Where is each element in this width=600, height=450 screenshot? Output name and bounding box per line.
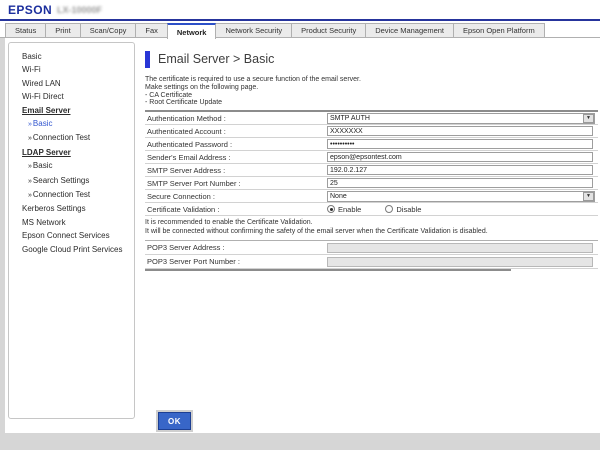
tab-device-management[interactable]: Device Management bbox=[365, 23, 454, 38]
select-value: None bbox=[330, 192, 347, 200]
chevron-down-icon[interactable]: ▼ bbox=[583, 114, 594, 123]
smtp-server-port-input[interactable] bbox=[327, 178, 593, 188]
authenticated-account-input[interactable] bbox=[327, 126, 593, 136]
sidebar-item-ms-network[interactable] bbox=[9, 216, 134, 229]
sidebar-item-label: Email Server bbox=[22, 105, 71, 115]
note-line: It is recommended to enable the Certificate Validation. bbox=[145, 219, 313, 227]
secure-connection-select[interactable] bbox=[327, 191, 595, 202]
sidebar-item-basic[interactable] bbox=[9, 50, 134, 63]
form-bottom-divider bbox=[145, 269, 511, 271]
main-section bbox=[145, 50, 598, 271]
tab-network[interactable]: Network bbox=[167, 23, 217, 39]
chevron-down-icon[interactable]: ▼ bbox=[583, 192, 594, 201]
form-row bbox=[145, 241, 598, 255]
pop3-server-port-input bbox=[327, 257, 593, 267]
sidebar-item-basic[interactable] bbox=[9, 159, 134, 173]
authenticated-password-input[interactable] bbox=[327, 139, 593, 149]
sidebar-item-label: Google Cloud Print Services bbox=[22, 244, 123, 254]
sidebar-item-wired-lan[interactable] bbox=[9, 77, 134, 90]
sidebar-item-wi-fi-direct[interactable] bbox=[9, 90, 134, 103]
field-label: POP3 Server Address : bbox=[147, 243, 225, 253]
description-line: Make settings on the following page. bbox=[145, 83, 259, 91]
tab-product-security[interactable]: Product Security bbox=[291, 23, 366, 38]
radio-label: Disable bbox=[396, 204, 422, 214]
sidebar-item-basic[interactable] bbox=[9, 117, 134, 131]
form-row bbox=[145, 190, 598, 203]
smtp-server-address-input[interactable] bbox=[327, 165, 593, 175]
tab-print[interactable]: Print bbox=[45, 23, 80, 38]
form-row bbox=[145, 177, 598, 190]
sidebar-item-label: Wi-Fi Direct bbox=[22, 92, 64, 102]
tab-network-security[interactable]: Network Security bbox=[215, 23, 292, 38]
sidebar-item-ldap-server bbox=[9, 146, 134, 159]
field-label: Authentication Method : bbox=[147, 113, 226, 123]
sidebar-item-label: Basic bbox=[32, 119, 53, 129]
select-value: SMTP AUTH bbox=[330, 114, 370, 122]
double-arrow-icon: » bbox=[28, 163, 32, 171]
model-name-blurred: LX-10000F bbox=[57, 5, 103, 15]
sidebar-item-label: Epson Connect Services bbox=[22, 231, 110, 241]
form-row bbox=[145, 125, 598, 138]
email-server-form bbox=[145, 110, 598, 216]
tab-fax[interactable]: Fax bbox=[135, 23, 168, 38]
form-row bbox=[145, 112, 598, 125]
authentication-method-select[interactable] bbox=[327, 113, 595, 124]
page-title-row bbox=[145, 50, 598, 68]
note-line: It will be connected without confirming the safety of the email server when the Certificate Validation is disabled. bbox=[145, 227, 488, 235]
sidebar-item-kerberos-settings[interactable] bbox=[9, 202, 134, 215]
sidebar-item-label: Wired LAN bbox=[22, 78, 61, 88]
tab-epson-open-platform[interactable]: Epson Open Platform bbox=[453, 23, 545, 38]
sidebar-item-google-cloud-print-services[interactable] bbox=[9, 243, 134, 256]
sidebar-item-label: Wi-Fi bbox=[22, 65, 41, 75]
sidebar-item-search-settings[interactable] bbox=[9, 174, 134, 188]
form-row bbox=[145, 151, 598, 164]
sidebar-item-label: Search Settings bbox=[32, 175, 90, 185]
enable-radio-option[interactable] bbox=[327, 205, 361, 214]
certificate-validation-radios bbox=[327, 205, 439, 214]
pop3-form bbox=[145, 240, 598, 269]
radio-checked-icon[interactable] bbox=[327, 205, 335, 213]
header-divider bbox=[0, 19, 600, 21]
sidebar-item-label: Connection Test bbox=[32, 190, 91, 200]
page-description bbox=[145, 76, 598, 107]
field-label: SMTP Server Port Number : bbox=[147, 178, 241, 188]
sidebar-item-label: Basic bbox=[32, 161, 53, 171]
field-label: Certificate Validation : bbox=[147, 204, 220, 214]
sidebar-item-label: LDAP Server bbox=[22, 147, 71, 157]
sidebar-item-email-server bbox=[9, 104, 134, 117]
description-line: - CA Certificate bbox=[145, 91, 193, 99]
field-label: Sender's Email Address : bbox=[147, 152, 231, 162]
double-arrow-icon: » bbox=[28, 177, 32, 185]
epson-logo: EPSON bbox=[8, 3, 53, 17]
radio-label: Enable bbox=[338, 204, 362, 214]
sidebar-item-label: Connection Test bbox=[32, 133, 91, 143]
tab-scan-copy[interactable]: Scan/Copy bbox=[80, 23, 137, 38]
sender-email-address-input[interactable] bbox=[327, 152, 593, 162]
double-arrow-icon: » bbox=[28, 121, 32, 129]
description-line: - Root Certificate Update bbox=[145, 99, 223, 107]
field-label: SMTP Server Address : bbox=[147, 165, 226, 175]
title-accent-bar bbox=[145, 51, 150, 68]
pop3-server-address-input bbox=[327, 243, 593, 253]
form-row bbox=[145, 164, 598, 177]
field-label: Authenticated Account : bbox=[147, 126, 226, 136]
sidebar-item-label: Kerberos Settings bbox=[22, 204, 86, 214]
tab-status[interactable]: Status bbox=[5, 23, 46, 38]
form-row bbox=[145, 255, 598, 269]
field-label: Secure Connection : bbox=[147, 191, 215, 201]
description-line: The certificate is required to use a secure function of the email server. bbox=[145, 76, 361, 83]
radio-unchecked-icon[interactable] bbox=[385, 205, 393, 213]
double-arrow-icon: » bbox=[28, 135, 32, 143]
sidebar-item-label: Basic bbox=[22, 52, 42, 61]
ok-button[interactable]: OK bbox=[158, 412, 191, 430]
content-panel bbox=[5, 38, 600, 433]
sidebar-nav bbox=[8, 42, 135, 419]
sidebar-item-wi-fi[interactable] bbox=[9, 63, 134, 76]
tab-bar bbox=[5, 23, 545, 39]
field-label: POP3 Server Port Number : bbox=[147, 257, 240, 267]
sidebar-item-epson-connect-services[interactable] bbox=[9, 229, 134, 242]
sidebar-item-connection-test[interactable] bbox=[9, 131, 134, 145]
certificate-note bbox=[145, 219, 598, 236]
page-title: Email Server > Basic bbox=[158, 52, 275, 66]
double-arrow-icon: » bbox=[28, 192, 32, 200]
disable-radio-option[interactable] bbox=[385, 205, 421, 214]
form-row bbox=[145, 203, 598, 216]
sidebar-item-label: MS Network bbox=[22, 217, 66, 227]
form-row bbox=[145, 138, 598, 151]
sidebar-item-connection-test[interactable] bbox=[9, 188, 134, 202]
field-label: Authenticated Password : bbox=[147, 139, 233, 149]
